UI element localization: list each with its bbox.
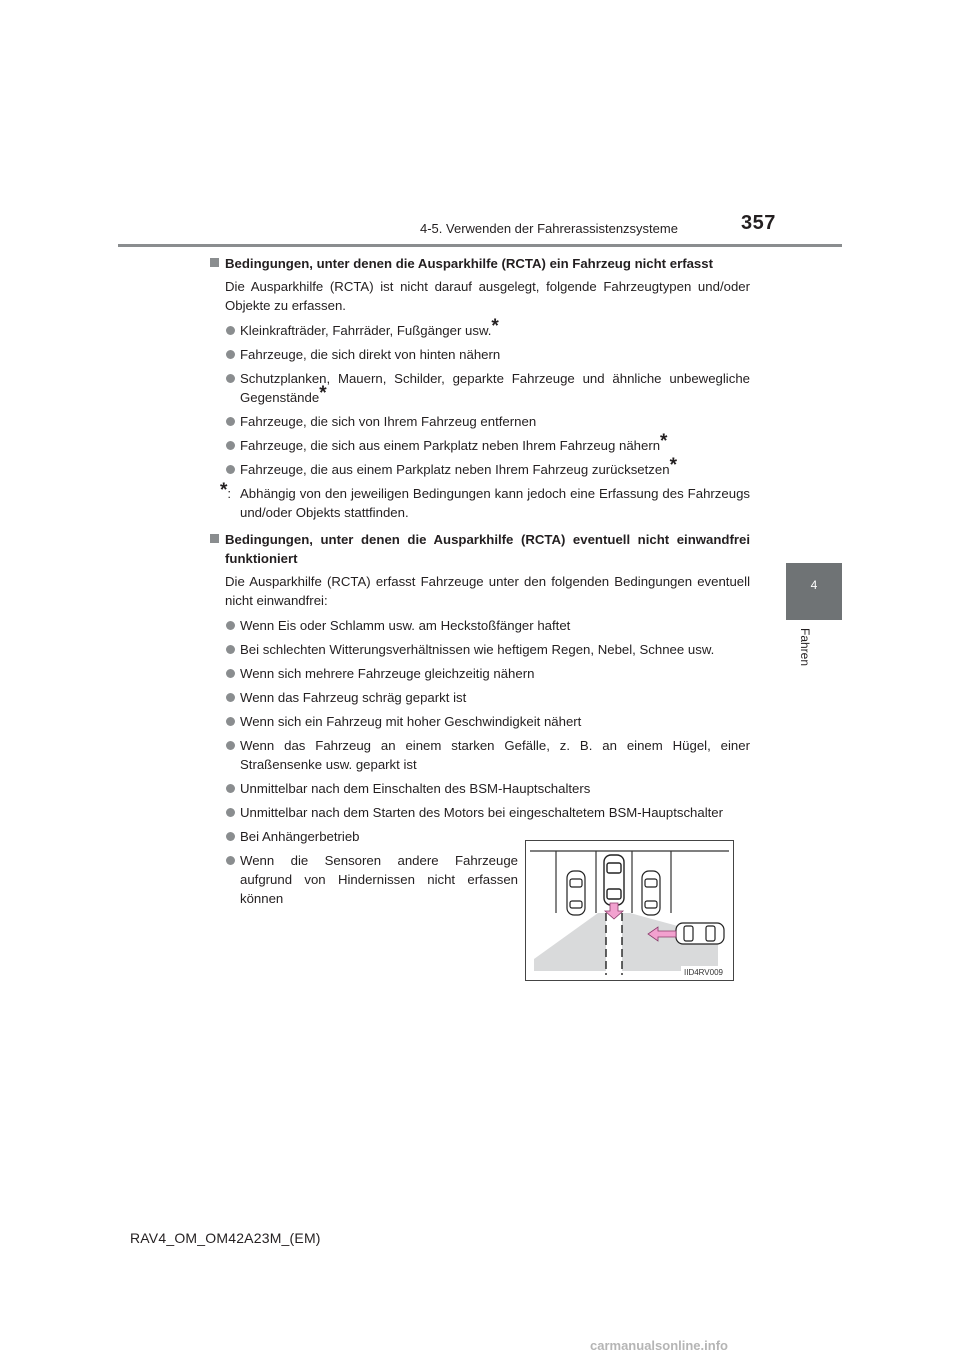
parked-car-right xyxy=(642,871,660,915)
chapter-tab[interactable] xyxy=(786,563,842,620)
list-item: Wenn das Fahrzeug an einem starken Gefälle, z. B. an einem Hügel, einer Straßensenke usw. geparkt ist xyxy=(210,736,750,774)
page-content xyxy=(210,254,750,913)
chapter-label-text: Fahren xyxy=(798,628,812,667)
figure-code: IID4RV009 xyxy=(684,968,723,977)
page-number: 357 xyxy=(741,212,776,234)
chapter-number: 4 xyxy=(810,578,818,592)
section-intro: Die Ausparkhilfe (RCTA) ist nicht darauf ausgelegt, folgende Fahrzeugtypen und/oder Objekte zu erfassen. xyxy=(225,279,750,313)
detection-zone-left xyxy=(534,913,606,971)
list-item: Wenn Eis oder Schlamm usw. am Heckstoßfänger haftet xyxy=(210,616,750,635)
parking-diagram xyxy=(526,841,733,980)
header-divider xyxy=(118,244,842,247)
list-item: Wenn sich mehrere Fahrzeuge gleichzeitig nähern xyxy=(210,664,750,683)
footnote-marker: * xyxy=(669,455,677,476)
parked-car-left xyxy=(567,871,585,915)
footnote-marker: * xyxy=(491,316,499,337)
section-heading-not-detected: Bedingungen, unter denen die Ausparkhilfe (RCTA) ein Fahrzeug nicht erfasst xyxy=(210,254,750,273)
section-heading-malfunction: Bedingungen, unter denen die Ausparkhilfe (RCTA) eventuell nicht einwandfrei funktioniert xyxy=(210,530,750,568)
list-item: Bei schlechten Witterungsverhältnissen wie heftigem Regen, Nebel, Schnee usw. xyxy=(210,640,750,659)
watermark[interactable]: carmanualsonline.info xyxy=(590,1338,728,1353)
list-item: Kleinkrafträder, Fahrräder, Fußgänger usw.* xyxy=(210,321,750,340)
footnote-marker: * xyxy=(319,383,327,404)
footnote-marker: * xyxy=(220,480,228,501)
list-item: Wenn das Fahrzeug schräg geparkt ist xyxy=(210,688,750,707)
list-item: Unmittelbar nach dem Einschalten des BSM-Hauptschalters xyxy=(210,779,750,798)
list-item: Schutzplanken, Mauern, Schilder, geparkte Fahrzeuge und ähnliche unbewegliche Gegenstände* xyxy=(210,369,750,407)
list-item: Wenn die Sensoren andere Fahrzeuge aufgrund von Hindernissen nicht erfassen können xyxy=(210,851,518,908)
list-item: Fahrzeuge, die aus einem Parkplatz neben Ihrem Fahrzeug zurücksetzen* xyxy=(210,460,750,479)
parking-illustration xyxy=(525,840,734,981)
section-intro: Die Ausparkhilfe (RCTA) erfasst Fahrzeuge unter den folgenden Bedingungen eventuell nicht einwandfrei: xyxy=(225,574,750,608)
list-item: Wenn sich ein Fahrzeug mit hoher Geschwindigkeit nähert xyxy=(210,712,750,731)
document-id: RAV4_OM_OM42A23M_(EM) xyxy=(130,1230,321,1246)
list-item: Fahrzeuge, die sich aus einem Parkplatz neben Ihrem Fahrzeug nähern* xyxy=(210,436,750,455)
footnote-marker: * xyxy=(660,431,668,452)
chapter-label xyxy=(778,628,850,668)
reverse-direction-arrow xyxy=(605,903,623,919)
footnote: *: Abhängig von den jeweiligen Bedingungen kann jedoch eine Erfassung des Fahrzeugs und/oder Objekts stattfinden. xyxy=(220,480,750,520)
footnote-text: Abhängig von den jeweiligen Bedingungen kann jedoch eine Erfassung des Fahrzeugs und/oder Objekts stattfinden. xyxy=(240,486,750,520)
header-section-title: 4-5. Verwenden der Fahrerassistenzsysteme xyxy=(420,221,678,236)
approaching-car xyxy=(676,923,724,944)
own-car xyxy=(604,855,624,905)
list-item: Fahrzeuge, die sich von Ihrem Fahrzeug entfernen xyxy=(210,412,750,431)
list-item: Fahrzeuge, die sich direkt von hinten nähern xyxy=(210,345,750,364)
list-item: Unmittelbar nach dem Starten des Motors bei eingeschaltetem BSM-Hauptschalter xyxy=(210,803,750,822)
list-item: Bei Anhängerbetrieb xyxy=(210,827,750,846)
